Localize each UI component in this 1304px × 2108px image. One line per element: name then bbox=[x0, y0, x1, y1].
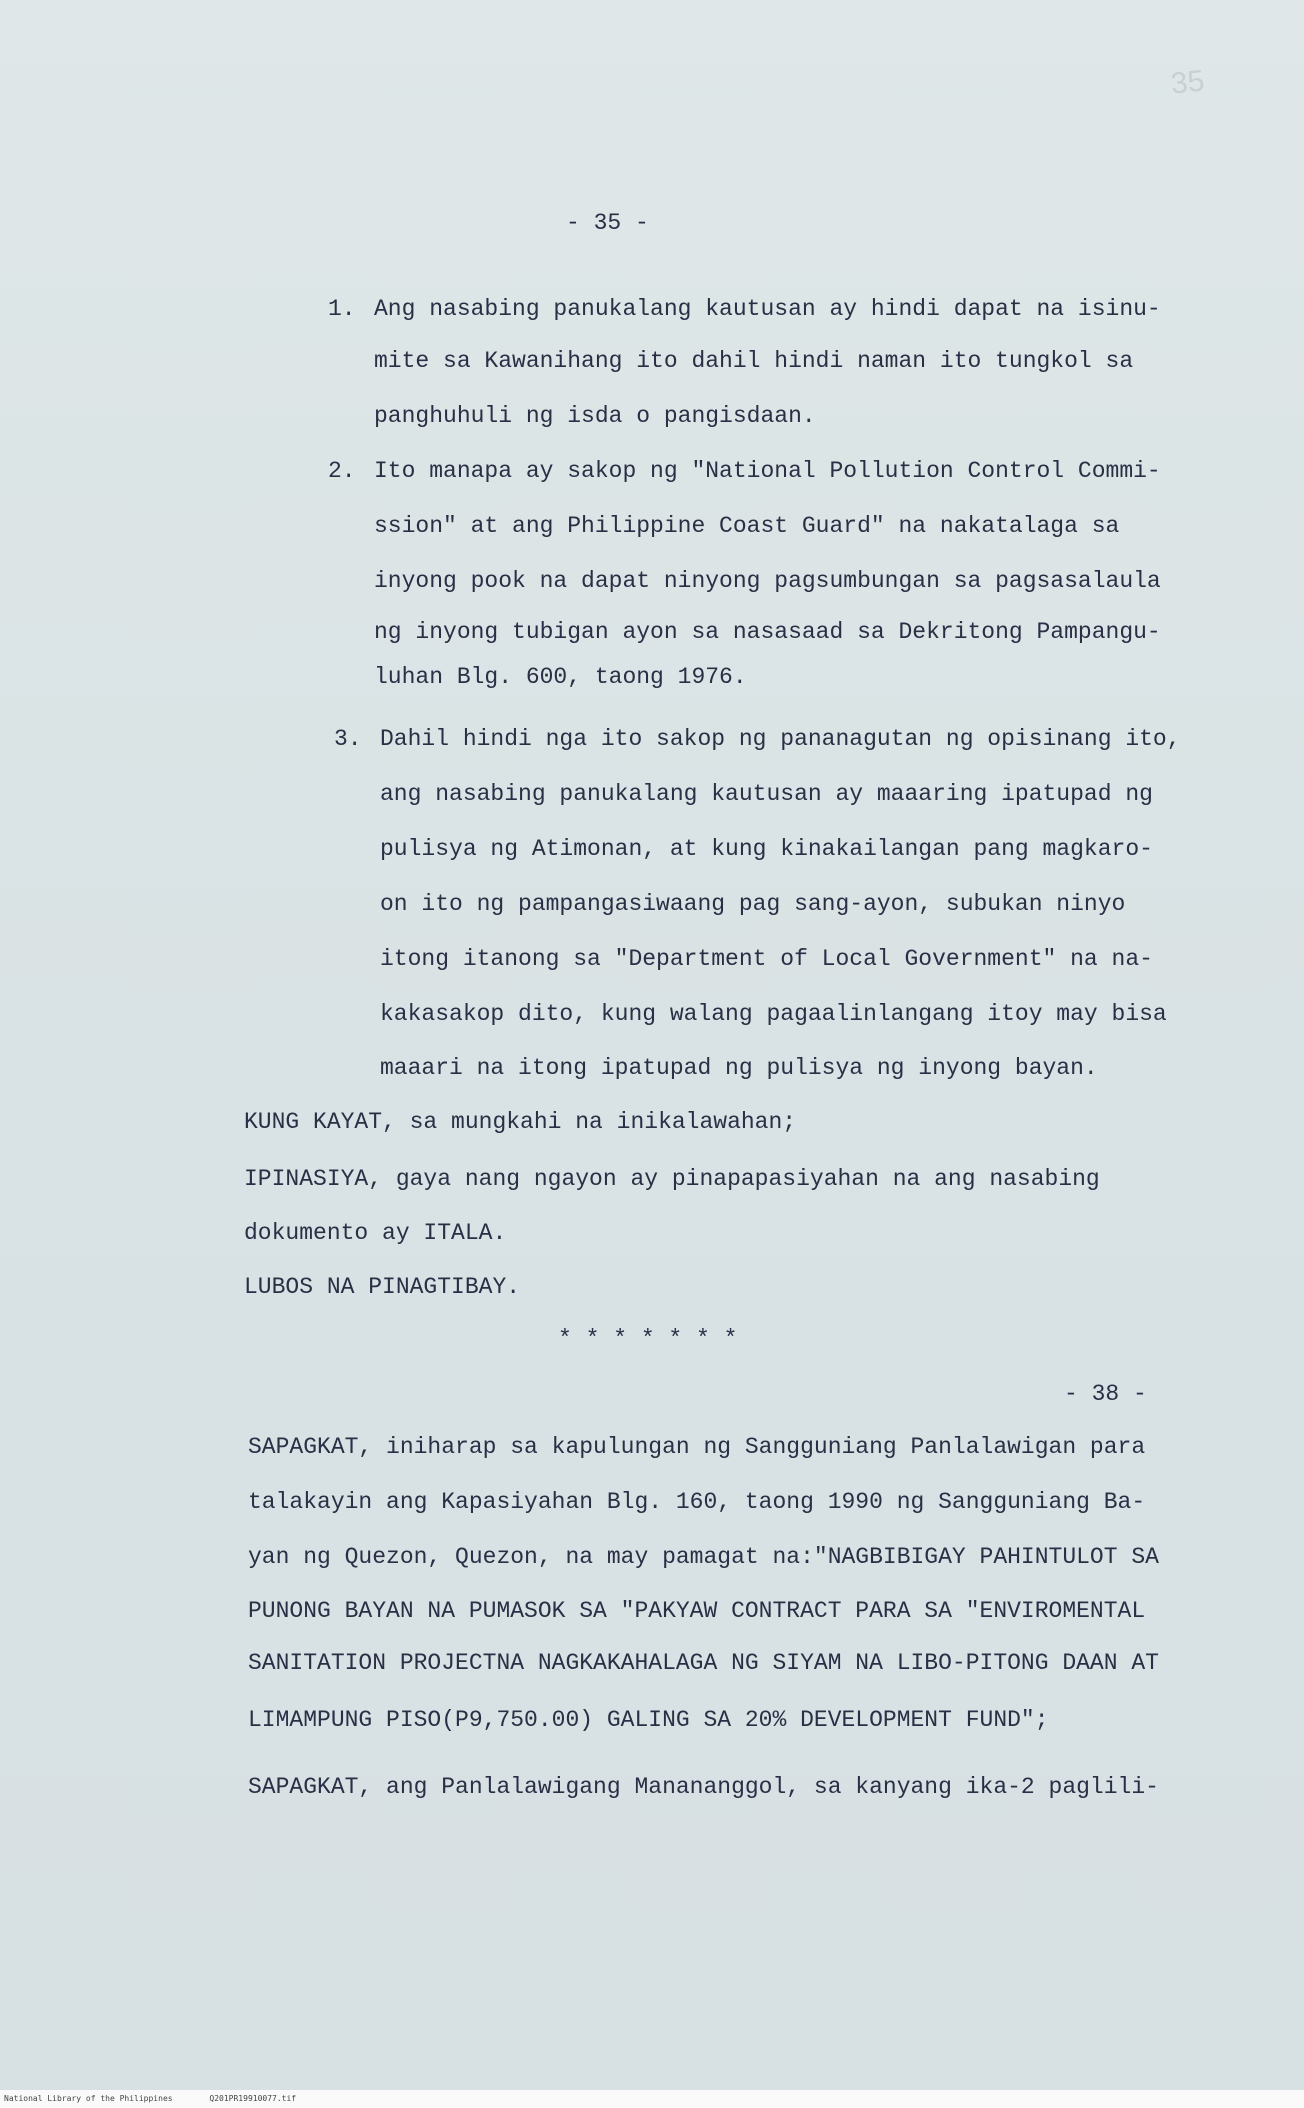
item-line: pulisya ng Atimonan, at kung kinakailangan pang magkaro- bbox=[380, 836, 1153, 862]
sapagkat-line: LIMAMPUNG PISO(P9,750.00) GALING SA 20% DEVELOPMENT FUND"; bbox=[248, 1707, 1049, 1733]
sapagkat-line: talakayin ang Kapasiyahan Blg. 160, taong 1990 ng Sangguniang Ba- bbox=[248, 1489, 1146, 1515]
sapagkat-line: SAPAGKAT, iniharap sa kapulungan ng Sangguniang Panlalawigan para bbox=[248, 1434, 1146, 1460]
sapagkat-line: yan ng Quezon, Quezon, na may pamagat na:"NAGBIBIGAY PAHINTULOT SA bbox=[248, 1544, 1159, 1570]
item-line: maaari na itong ipatupad ng pulisya ng inyong bayan. bbox=[380, 1055, 1098, 1081]
resolution-line: LUBOS NA PINAGTIBAY. bbox=[244, 1274, 521, 1300]
item-line: ssion" at ang Philippine Coast Guard" na nakatalaga sa bbox=[374, 513, 1120, 539]
item-number: 3. bbox=[334, 726, 362, 752]
footer-filename: Q201PR19910077.tif bbox=[209, 2094, 297, 2103]
item-line: Ito manapa ay sakop ng "National Pollution Control Commi- bbox=[374, 458, 1161, 484]
sapagkat-line: PUNONG BAYAN NA PUMASOK SA "PAKYAW CONTRACT PARA SA "ENVIROMENTAL bbox=[248, 1598, 1146, 1624]
item-number: 2. bbox=[328, 458, 356, 484]
item-line: mite sa Kawanihang ito dahil hindi naman ito tungkol sa bbox=[374, 348, 1134, 374]
page-number-38: - 38 - bbox=[1064, 1381, 1147, 1407]
resolution-line: KUNG KAYAT, sa mungkahi na inikalawahan; bbox=[244, 1109, 797, 1135]
footer-library: National Library of the Philippines bbox=[4, 2094, 173, 2103]
item-line: luhan Blg. 600, taong 1976. bbox=[374, 664, 747, 690]
faint-page-mark: 35 bbox=[1168, 64, 1206, 101]
item-number: 1. bbox=[328, 296, 356, 322]
item-line: ng inyong tubigan ayon sa nasasaad sa Dekritong Pampangu- bbox=[374, 619, 1161, 645]
item-line: Ang nasabing panukalang kautusan ay hindi dapat na isinu- bbox=[374, 296, 1161, 322]
separator-asterisks: * * * * * * * bbox=[558, 1326, 738, 1352]
item-line: itong itanong sa "Department of Local Government" na na- bbox=[380, 946, 1153, 972]
page-number-top: - 35 - bbox=[566, 210, 649, 236]
sapagkat-line: SAPAGKAT, ang Panlalawigang Manananggol, sa kanyang ika-2 paglili- bbox=[248, 1774, 1159, 1800]
item-line: Dahil hindi nga ito sakop ng pananagutan ng opisinang ito, bbox=[380, 726, 1181, 752]
resolution-line: IPINASIYA, gaya nang ngayon ay pinapapasiyahan na ang nasabing bbox=[244, 1166, 1100, 1192]
item-line: inyong pook na dapat ninyong pagsumbungan sa pagsasalaula bbox=[374, 568, 1161, 594]
resolution-line: dokumento ay ITALA. bbox=[244, 1220, 507, 1246]
item-line: on ito ng pampangasiwaang pag sang-ayon, subukan ninyo bbox=[380, 891, 1126, 917]
item-line: ang nasabing panukalang kautusan ay maaaring ipatupad ng bbox=[380, 781, 1153, 807]
item-line: kakasakop dito, kung walang pagaalinlangang itoy may bisa bbox=[380, 1001, 1167, 1027]
item-line: panghuhuli ng isda o pangisdaan. bbox=[374, 403, 816, 429]
sapagkat-line: SANITATION PROJECTNA NAGKAKAHALAGA NG SIYAM NA LIBO-PITONG DAAN AT bbox=[248, 1650, 1159, 1676]
scan-footer bbox=[0, 2090, 1304, 2108]
